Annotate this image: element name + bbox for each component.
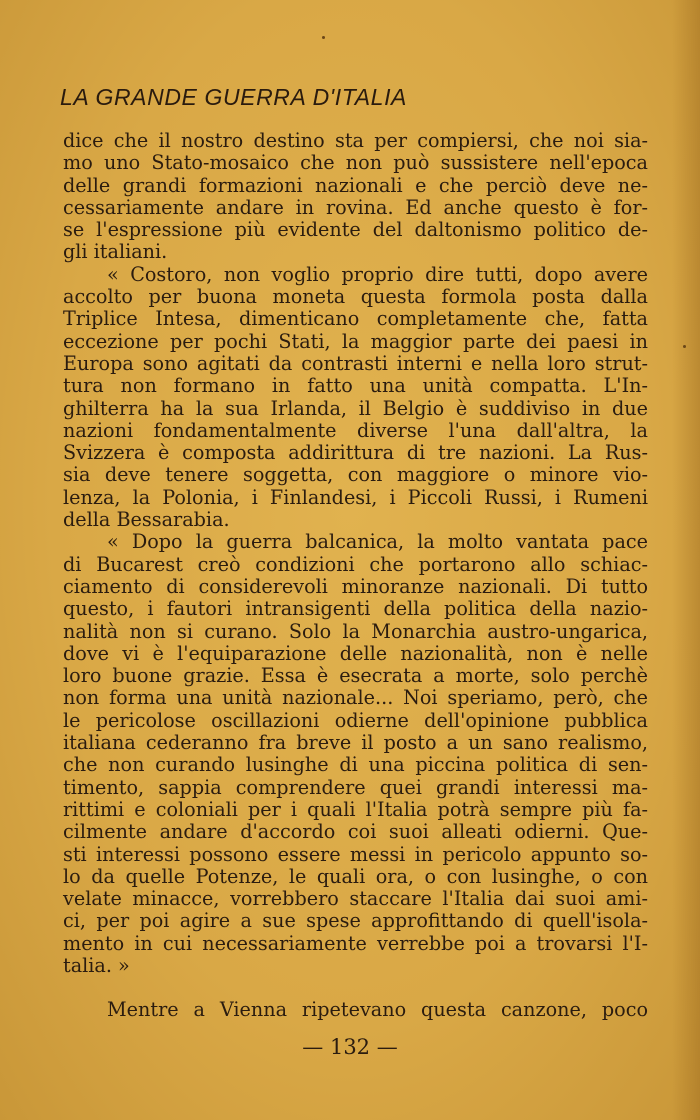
text-line: non forma una unità nazionale... Noi speriamo, però, che: [63, 686, 648, 710]
text-line: italiana cederanno fra breve il posto a un sano realismo,: [63, 731, 648, 755]
text-line: loro buone grazie. Essa è esecrata a morte, solo perchè: [63, 664, 648, 688]
running-title: LA GRANDE GUERRA D'ITALIA: [60, 84, 407, 110]
text-line: « Costoro, non voglio proprio dire tutti, dopo avere: [107, 262, 648, 286]
paragraph-gap: [63, 977, 648, 999]
text-line: accolto per buona moneta questa formola posta dalla: [63, 285, 648, 309]
text-line: timento, sappia comprendere quei grandi interessi ma-: [63, 775, 648, 799]
text-line: ghilterra ha la sua Irlanda, il Belgio è suddiviso in due: [63, 396, 648, 420]
text-line: che non curando lusinghe di una piccina politica di sen-: [63, 753, 648, 777]
text-line: di Bucarest creò condizioni che portarono allo schiac-: [63, 552, 648, 576]
text-line: cilmente andare d'accordo coi suoi alleati odierni. Que-: [63, 820, 648, 844]
text-line: mo uno Stato-mosaico che non può sussistere nell'epoca: [63, 151, 648, 175]
text-line: dice che il nostro destino sta per compiersi, che noi sia-: [63, 129, 648, 152]
text-line: lo da quelle Potenze, le quali ora, o con lusinghe, o con: [63, 864, 648, 888]
text-line: Europa sono agitati da contrasti interni e nella loro strut-: [63, 351, 648, 375]
text-line: lenza, la Polonia, i Finlandesi, i Piccoli Russi, i Rumeni: [63, 485, 648, 509]
page-edge-shadow: [672, 0, 700, 1120]
body-text: [63, 130, 648, 1022]
text-line: mento in cui necessariamente verrebbe poi a trovarsi l'I-: [63, 931, 648, 955]
text-line: dove vi è l'equiparazione delle nazionalità, non è nelle: [63, 641, 648, 665]
text-line: « Dopo la guerra balcanica, la molto vantata pace: [107, 530, 648, 554]
text-line: rittimi e coloniali per i quali l'Italia potrà sempre più fa-: [63, 797, 648, 821]
text-line: se l'espressione più evidente del daltonismo politico de-: [63, 218, 648, 242]
text-line: nalità non si curano. Solo la Monarchia austro-ungarica,: [63, 619, 648, 643]
text-line: sti interessi possono essere messi in pericolo appunto so-: [63, 842, 648, 866]
text-line: tura non formano in fatto una unità compatta. L'In-: [63, 374, 648, 398]
text-line: cessariamente andare in rovina. Ed anche questo è for-: [63, 195, 648, 219]
text-line: della Bessarabia.: [63, 508, 230, 532]
text-line: ci, per poi agire a sue spese approfittando di quell'isola-: [63, 909, 648, 933]
paper-speck: [683, 345, 686, 348]
text-line: Mentre a Vienna ripetevano questa canzone, poco: [107, 998, 648, 1022]
text-line: eccezione per pochi Stati, la maggior parte dei paesi in: [63, 329, 648, 353]
text-line: Svizzera è composta addirittura di tre nazioni. La Rus-: [63, 441, 648, 465]
text-line: talia. »: [63, 953, 130, 977]
text-line: gli italiani.: [63, 240, 168, 264]
text-line: questo, i fautori intransigenti della politica della nazio-: [63, 597, 648, 621]
page-number: — 132 —: [302, 1035, 398, 1059]
text-line: delle grandi formazioni nazionali e che perciò deve ne-: [63, 173, 648, 197]
paper-speck: [322, 36, 325, 39]
text-line: nazioni fondamentalmente diverse l'una dall'altra, la: [63, 418, 648, 442]
text-line: ciamento di considerevoli minoranze nazionali. Di tutto: [63, 574, 648, 598]
text-line: velate minacce, vorrebbero staccare l'Italia dai suoi ami-: [63, 887, 648, 911]
text-line: Triplice Intesa, dimenticano completamente che, fatta: [63, 307, 648, 331]
text-line: le pericolose oscillazioni odierne dell'opinione pubblica: [63, 708, 648, 732]
text-line: sia deve tenere soggetta, con maggiore o minore vio-: [63, 463, 648, 487]
